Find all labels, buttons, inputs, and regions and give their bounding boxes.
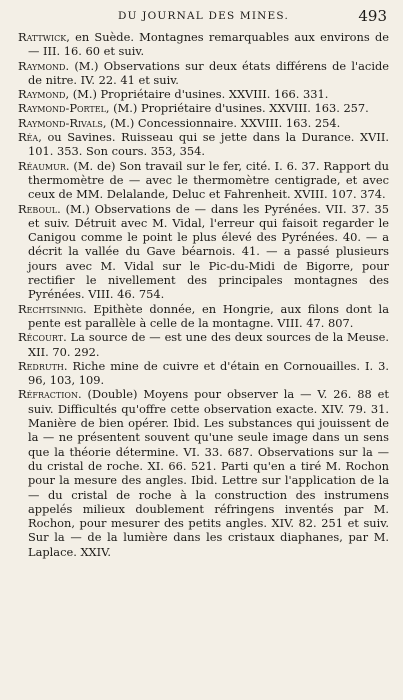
entry-headword: Raymond-Portel — [18, 101, 106, 116]
index-entry-recourt — [18, 330, 389, 359]
entry-text: , (M.) Propriétaire d'usines. XXVIII. 163. 257. — [105, 101, 369, 116]
index-entry-rea — [18, 130, 389, 159]
index-entry-raymond-portel — [18, 101, 389, 115]
entry-headword: Réa — [18, 130, 39, 145]
entry-text: . (M. de) Son travail sur le fer, cité. I. 6. 37. Rapport du thermomètre de — avec le thermomètre centigrade, et avec ceux de MM. Delalande, Deluc et Fahrenheit. XVIII. 107. 374. — [28, 158, 389, 202]
entry-headword: Raymond-Rivals — [18, 115, 103, 130]
entry-headword: Rattwick — [18, 30, 67, 44]
entry-headword: Réaumur — [18, 158, 66, 173]
entry-text: , ou Savines. Ruisseau qui se jette dans la Durance. XVII. 101. 353. Son cours. 353, 354. — [28, 130, 389, 159]
entry-text: , en Suède. Montagnes remarquables aux environs de — III. 16. 60 et suiv. — [28, 30, 389, 59]
entry-headword: Raymond — [18, 87, 66, 102]
index-entry-raymond-1 — [18, 59, 389, 88]
entry-text: . (Double) Moyens pour observer la — V. 26. 88 et suiv. Difficultés qu'offre cette observation exacte. XIV. 79. 31. Manière de bien opérer. Ibid. Les substances qui jouissent de la — ne présentent souvent qu'une seule image dans un sens que la théorie détermine. VI. 33. 687. Observations sur la — du cristal de roche. XI. 66. 521. Parti qu'en a tiré M. Rochon pour la mesure des angles. Ibid. Lettre sur l'application de la — du cristal de roche à la construction des instrumens appelés milieux doublement réfringens inventés par M. Rochon, pour mesurer des petits angles. XIV. 82. 251 et suiv. Sur la — de la lumière dans les cristaux diaphanes, par M. Laplace. XXIV. — [28, 387, 389, 559]
index-entry-rechtsinnig — [18, 302, 389, 331]
index-entry-raymond-2 — [18, 87, 389, 101]
entry-headword: Réfraction — [18, 387, 78, 402]
entry-text: . Riche mine de cuivre et d'étain en Cornouailles. I. 3. 96, 103, 109. — [28, 358, 389, 388]
entry-headword: Redruth — [18, 358, 64, 373]
entry-text: . (M.) Observations de — dans les Pyrénées. VII. 37. 35 et suiv. Détruit avec M. Vidal, l'erreur qui faisoit regarder le Canigou comme le point le plus élevé des Pyrénées. 40. — a décrit la vallée du Gave béarnois. 41. — a passé plusieurs jours avec M. Vidal sur le Pic-du-Midi de Bigorre, pour rectifier le nivellement des principales montagnes des Pyrénées. VIII. 46. 754. — [28, 201, 389, 302]
index-entry-rattwick — [18, 30, 389, 59]
running-head: DU JOURNAL DES MINES. — [118, 10, 289, 22]
entry-text: . Epithète donnée, en Hongrie, aux filons dont la pente est parallèle à celle de la montagne. VIII. 47. 807. — [28, 301, 389, 330]
index-entry-raymond-rivals — [18, 116, 389, 130]
index-entry-reaumur — [18, 159, 389, 202]
entry-headword: Rechtsinnig — [18, 301, 84, 316]
page-number: 493 — [358, 7, 387, 25]
entry-headword: Raymond — [18, 58, 66, 73]
entry-text: , (M.) Concessionnaire. XXVIII. 163. 254. — [102, 115, 341, 130]
index-entries — [18, 30, 389, 559]
entry-headword: Récourt — [18, 330, 64, 345]
entry-headword: Reboul — [18, 201, 58, 216]
entry-text: . (M.) Observations sur deux états différens de l'acide de nitre. IV. 22. 41 et suiv. — [28, 58, 389, 87]
index-entry-refraction — [18, 387, 389, 559]
page-header — [18, 8, 389, 28]
entry-text: . La source de — est une des deux sources de la Meuse. XII. 70. 292. — [28, 330, 389, 359]
index-entry-redruth — [18, 359, 389, 388]
entry-text: , (M.) Propriétaire d'usines. XXVIII. 166. 331. — [65, 87, 329, 102]
index-entry-reboul — [18, 202, 389, 302]
